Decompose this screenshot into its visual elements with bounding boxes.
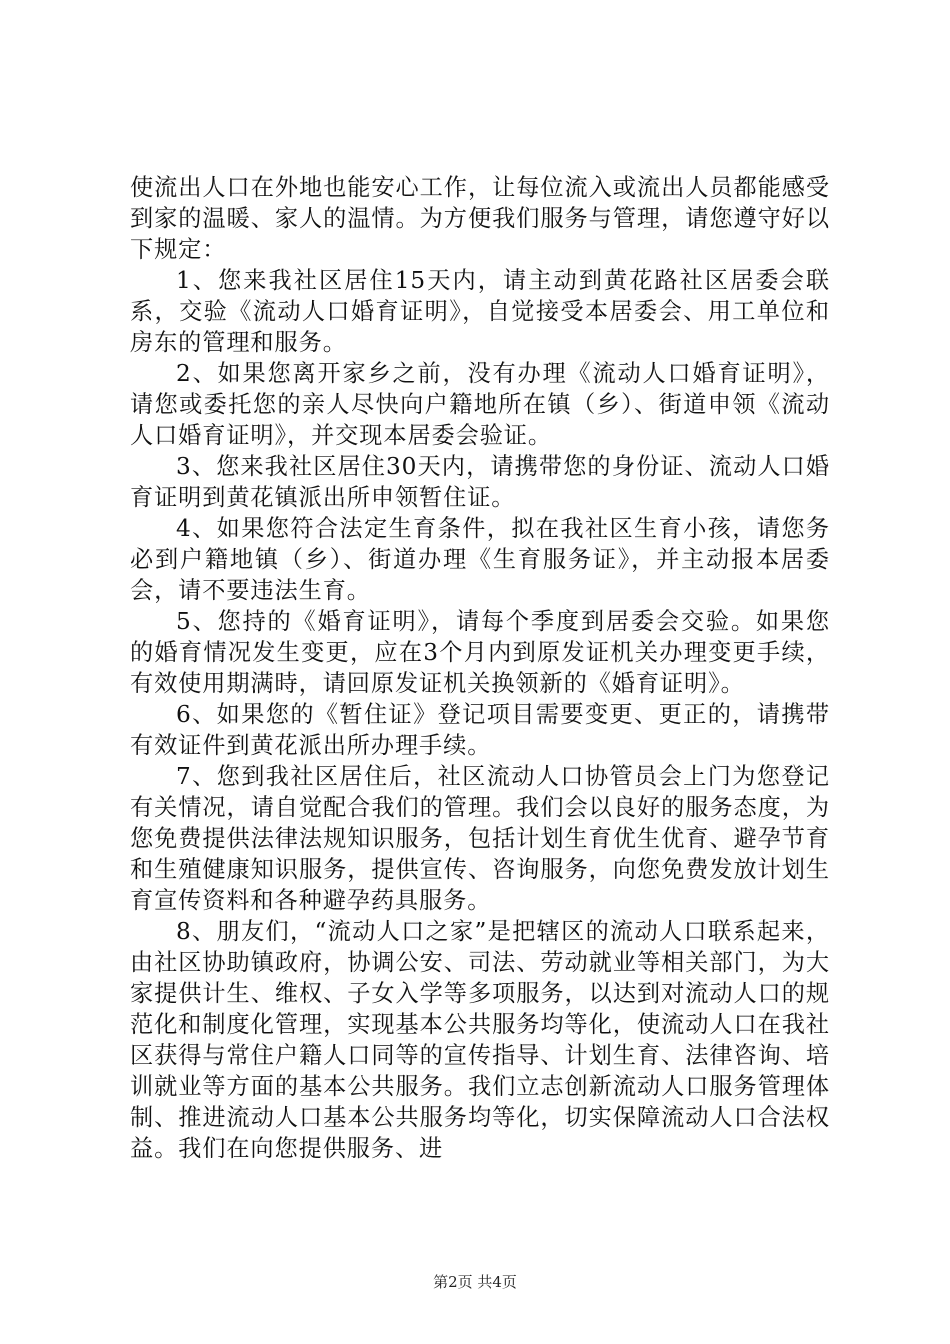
rule-paragraph-1: 1、您来我社区居住15天内，请主动到黄花路社区居委会联系，交验《流动人口婚育证明》，自觉接受本居委会、用工单位和房东的管理和服务。 <box>130 267 830 356</box>
intro-paragraph: 使流出人口在外地也能安心工作，让每位流入或流出人员都能感受到家的温暖、家人的温情。为方便我们服务与管理，请您遵守好以下规定： <box>130 174 830 263</box>
rule-paragraph-8: 8、朋友们，“流动人口之家”是把辖区的流动人口联系起来，由社区协助镇政府，协调公安、司法、劳动就业等相关部门，为大家提供计生、维权、子女入学等多项服务，以达到对流动人口的规范化和制度化管理，实现基本公共服务均等化，使流动人口在我社区获得与常住户籍人口同等的宣传指导、计划生育、法律咨询、培训就业等方面的基本公共服务。我们立志创新流动人口服务管理体制、推进流动人口基本公共服务均等化，切实保障流动人口合法权益。我们在向您提供服务、进 <box>130 918 830 1162</box>
rule-paragraph-3: 3、您来我社区居住30天内，请携带您的身份证、流动人口婚育证明到黄花镇派出所申领暂住证。 <box>130 453 830 511</box>
rule-paragraph-5: 5、您持的《婚育证明》，请每个季度到居委会交验。如果您的婚育情况发生变更，应在3个月内到原发证机关办理变更手续，有效使用期满時，请回原发证机关换领新的《婚育证明》。 <box>130 608 830 697</box>
document-body <box>130 172 830 1164</box>
rule-paragraph-2: 2、如果您离开家乡之前，没有办理《流动人口婚育证明》，请您或委托您的亲人尽快向户籍地所在镇（乡）、街道申领《流动人口婚育证明》，并交现本居委会验证。 <box>130 360 830 449</box>
rule-paragraph-6: 6、如果您的《暂住证》登记项目需要变更、更正的，请携带有效证件到黄花派出所办理手续。 <box>130 701 830 759</box>
page-number-footer: 第2页 共4页 <box>433 1273 517 1291</box>
rule-paragraph-4: 4、如果您符合法定生育条件，拟在我社区生育小孩，请您务必到户籍地镇（乡）、街道办理《生育服务证》，并主动报本居委会，请不要违法生育。 <box>130 515 830 604</box>
rule-paragraph-7: 7、您到我社区居住后，社区流动人口协管员会上门为您登记有关情况，请自觉配合我们的管理。我们会以良好的服务态度，为您免费提供法律法规知识服务，包括计划生育优生优育、避孕节育和生殖健康知识服务，提供宣传、咨询服务，向您免费发放计划生育宣传资料和各种避孕药具服务。 <box>130 763 830 914</box>
